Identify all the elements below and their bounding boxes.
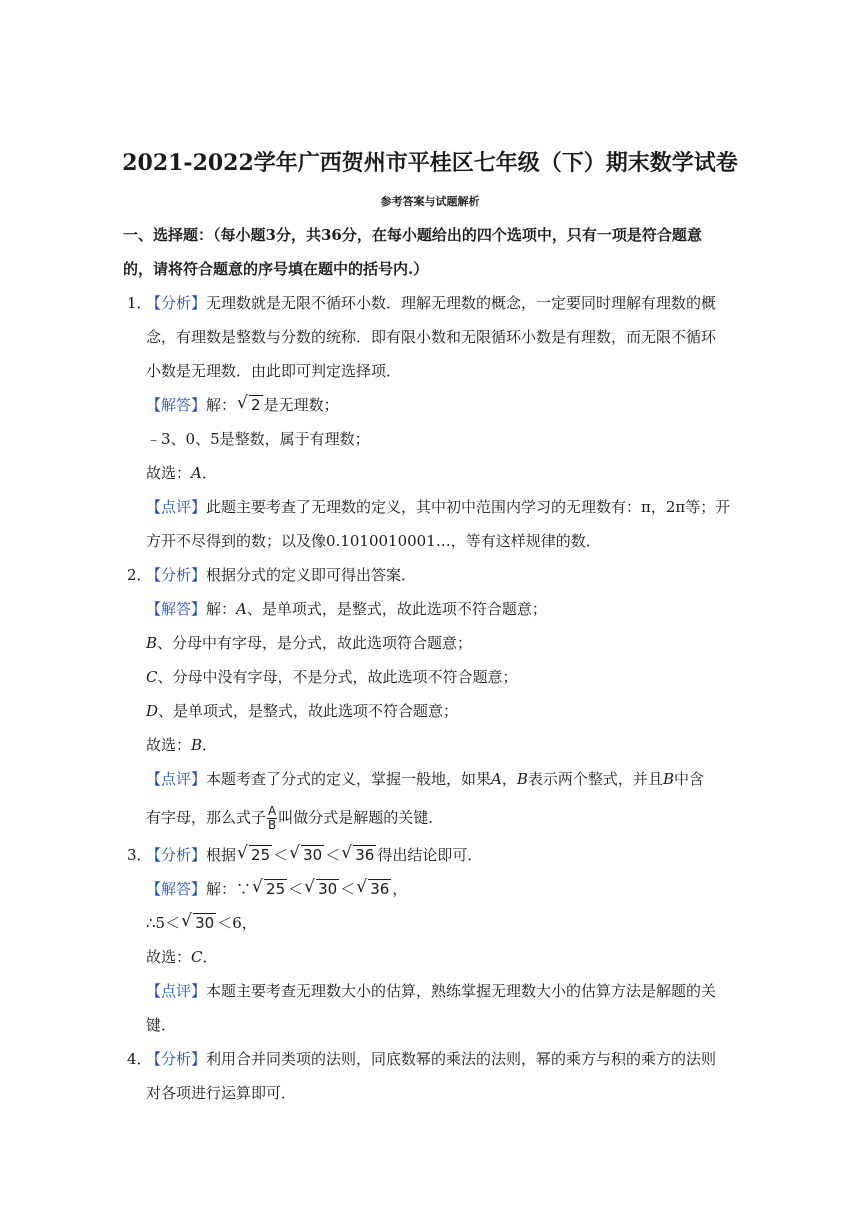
q3-answer-line-2: ∴5＜ √ 30 ＜6， [146, 911, 257, 932]
q1-answer-line-3: 故选：A． [146, 464, 217, 482]
comment-tag: 【点评】 [146, 498, 207, 516]
q3-answer-line-1: 【解答】解：∵ √ 25 ＜ √ 30 ＜ √ 36 ， [146, 877, 408, 898]
sqrt-36-formula: √ 36 [356, 877, 390, 898]
question-number-2: 2． [127, 566, 152, 584]
sqrt-36-formula: √ 36 [341, 843, 375, 864]
q2-analysis-line-1: 【分析】根据分式的定义即可得出答案． [146, 566, 417, 584]
q1-analysis-line-1: 【分析】无理数就是无限不循环小数．理解无理数的概念，一定要同时理解有理数的概 [146, 294, 717, 312]
q2-comment-line-2: 有字母，那么式子 $\frac{A}{B}$ 叫做分式是解题的关键． [146, 804, 444, 832]
analysis-tag: 【分析】 [146, 566, 207, 584]
analysis-tag: 【分析】 [146, 1050, 207, 1068]
section-heading-line-2: 的，请将符合题意的序号填在题中的括号内.） [123, 260, 429, 278]
q3-analysis-line-1: 【分析】根据 √ 25 ＜ √ 30 ＜ √ 36 得出结论即可． [146, 843, 483, 864]
comment-tag: 【点评】 [146, 982, 207, 1000]
comment-tag: 【点评】 [146, 770, 207, 788]
fraction-a-over-b: $\frac{A}{B}$ [268, 804, 277, 832]
sqrt-30-formula: √ 30 [181, 911, 215, 932]
q1-answer-line-2: ﹣3、0、5是整数，属于有理数； [146, 430, 370, 448]
q2-answer-line-4: D、是单项式，是整式，故此选项不符合题意； [146, 702, 459, 720]
q2-answer-line-3: C、分母中没有字母，不是分式，故此选项不符合题意； [146, 668, 518, 686]
question-number-1: 1． [127, 294, 152, 312]
answer-tag: 【解答】 [146, 600, 207, 618]
q4-analysis-line-2: 对各项进行运算即可． [146, 1084, 297, 1102]
sqrt-30-formula: √ 30 [304, 877, 338, 898]
q1-comment-line-2: 方开不尽得到的数；以及像0.1010010001…，等有这样规律的数． [146, 532, 601, 550]
q1-analysis-line-2: 念，有理数是整数与分数的统称．即有限小数和无限循环小数是有理数，而无限不循环 [146, 328, 717, 346]
sqrt-2-formula: √ 2 [237, 393, 261, 414]
q2-comment-line-1: 【点评】本题考查了分式的定义，掌握一般地，如果A，B表示两个整式，并且B中含 [146, 770, 704, 788]
question-number-4: 4． [127, 1050, 152, 1068]
answer-tag: 【解答】 [146, 880, 207, 898]
q2-answer-line-1: 【解答】解：A、是单项式，是整式，故此选项不符合题意； [146, 600, 547, 618]
q3-comment-line-2: 键． [146, 1016, 177, 1034]
q1-analysis-line-3: 小数是无理数．由此即可判定选择项． [146, 362, 402, 380]
q2-answer-line-5: 故选：B． [146, 736, 218, 754]
q3-comment-line-1: 【点评】本题主要考查无理数大小的估算，熟练掌握无理数大小的估算方法是解题的关 [146, 982, 717, 1000]
sqrt-25-formula: √ 25 [237, 843, 271, 864]
answer-tag: 【解答】 [146, 396, 207, 414]
sqrt-30-formula: √ 30 [289, 843, 323, 864]
section-heading-line-1: 一、选择题：（每小题3分，共36分，在每小题给出的四个选项中，只有一项是符合题意 [123, 226, 702, 244]
q1-comment-line-1: 【点评】此题主要考查了无理数的定义，其中初中范围内学习的无理数有：π，2π等；开 [146, 498, 731, 516]
question-number-3: 3． [127, 846, 152, 864]
q3-answer-line-3: 故选：C． [146, 948, 218, 966]
q2-answer-line-2: B、分母中有字母，是分式，故此选项符合题意； [146, 634, 473, 652]
page-title: 2021-2022学年广西贺州市平桂区七年级（下）期末数学试卷 [122, 150, 738, 176]
q1-answer-line-1: 【解答】解： √ 2 是无理数； [146, 393, 339, 414]
analysis-tag: 【分析】 [146, 846, 207, 864]
q4-analysis-line-1: 【分析】利用合并同类项的法则，同底数幂的乘法的法则，幂的乘方与积的乘方的法则 [146, 1050, 717, 1068]
sqrt-25-formula: √ 25 [252, 877, 286, 898]
analysis-tag: 【分析】 [146, 294, 207, 312]
page-subtitle: 参考答案与试题解析 [380, 195, 480, 208]
